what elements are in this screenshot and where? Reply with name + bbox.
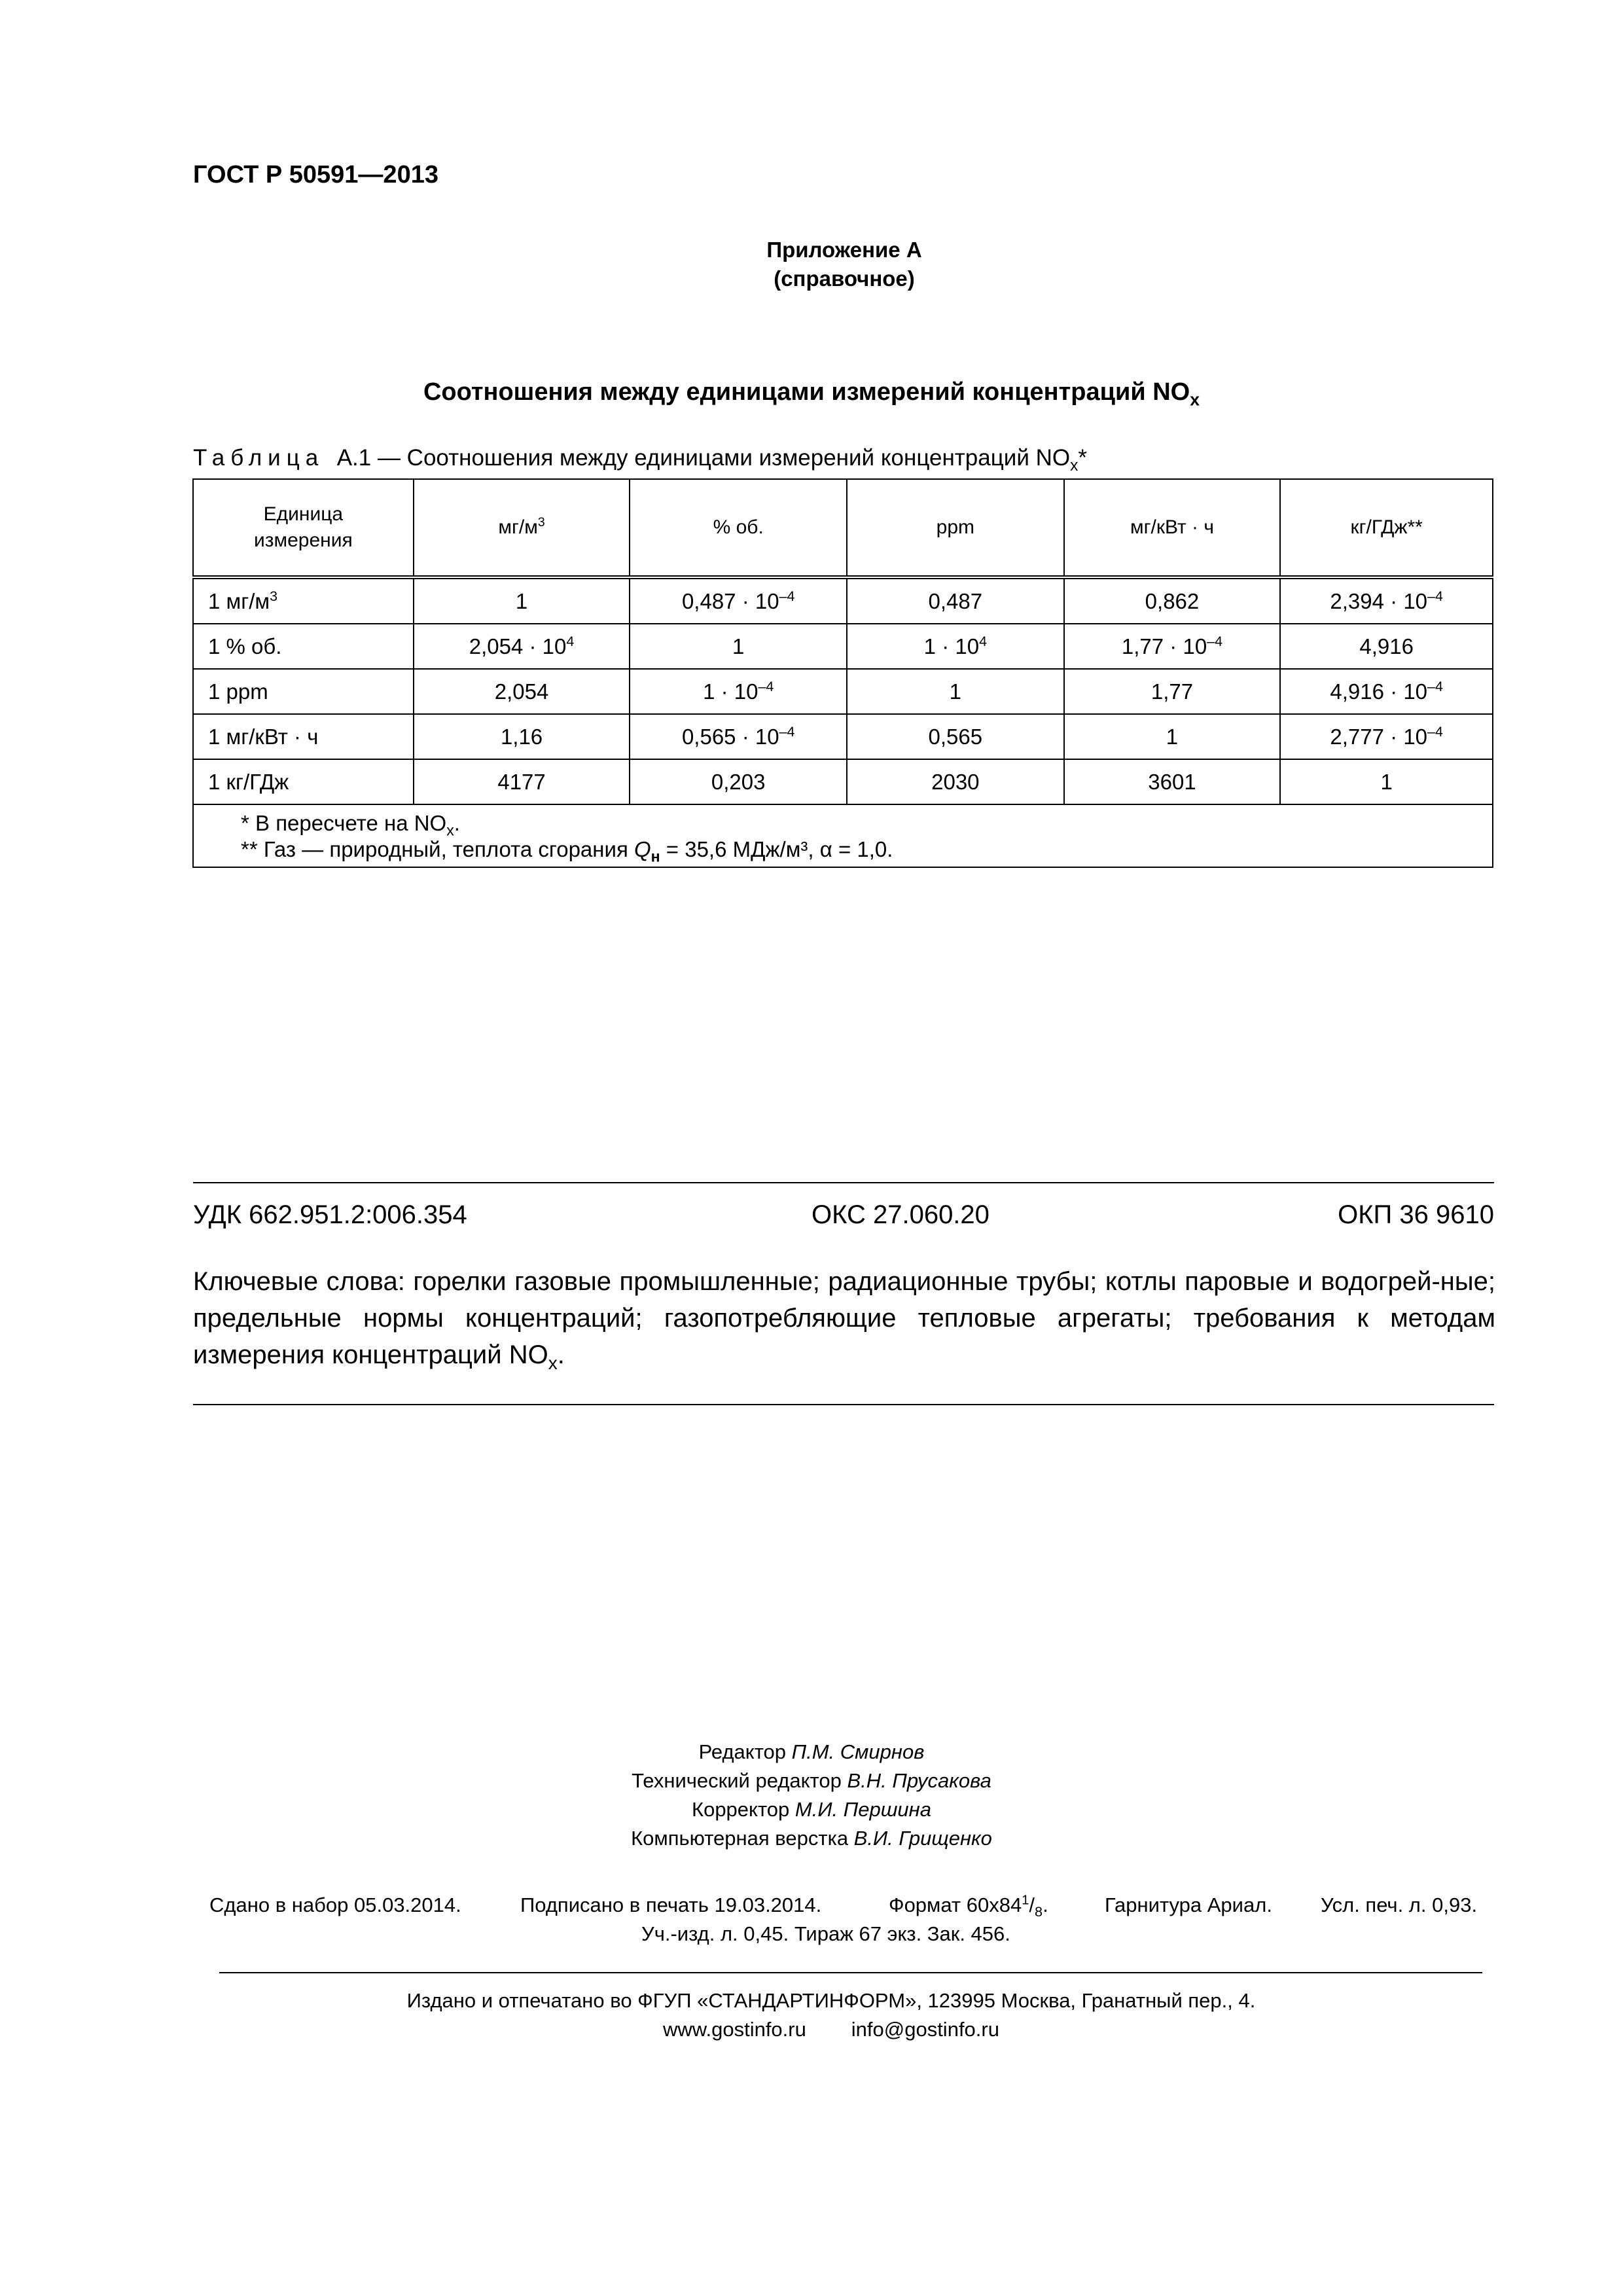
header-kg-gj: кг/ГДж**: [1280, 479, 1493, 577]
oks-code: ОКС 27.060.20: [812, 1200, 990, 1229]
okp-code: ОКП 36 9610: [1338, 1200, 1494, 1229]
cell: 1,16: [414, 714, 630, 759]
cell: $4,916 \cdot 10^{-4}$: [1280, 669, 1493, 714]
table-caption: [193, 445, 1087, 475]
section-title-subscript: x: [1190, 389, 1200, 410]
header-mg-m3-sup: 3: [537, 515, 545, 529]
row-unit: 1 кг/ГДж: [193, 759, 414, 804]
cell: $1 \cdot 10^{-4}$: [630, 669, 847, 714]
cell: 1,77: [1064, 669, 1281, 714]
divider-top: [193, 1182, 1494, 1183]
footnote-1: * В пересчете на $NO_x$.: [241, 811, 460, 839]
publisher-contacts: [249, 2015, 1414, 2044]
cell: $2,054 \cdot 10^4$: [414, 624, 630, 669]
table-caption-text: А.1 — Соотношения между единицами измерений концентраций NO: [336, 445, 1071, 471]
header-mg-m3: [414, 479, 630, 577]
header-pct: % об.: [630, 479, 847, 577]
keywords-subscript: x: [548, 1353, 558, 1373]
keywords-paragraph: [193, 1263, 1495, 1373]
header-unit-line2: измерения: [253, 529, 353, 551]
cell: 1: [847, 669, 1064, 714]
header-ppm: ppm: [847, 479, 1064, 577]
cell: 0,565: [847, 714, 1064, 759]
row-unit: 1 ppm: [193, 669, 414, 714]
table-row: [193, 714, 1493, 759]
imprint-line2: Уч.-изд. л. 0,45. Тираж 67 экз. Зак. 456.: [641, 1922, 1010, 1945]
section-title-text: Соотношения между единицами измерений концентраций NO: [423, 378, 1190, 406]
cell: $2,394 \cdot 10^{-4}$: [1280, 577, 1493, 624]
footnote-2: ** Газ — природный, теплота сгорания $Q_н = 35,6$ МДж/м³, α = 1,0.: [241, 837, 893, 865]
table-caption-subscript: x: [1070, 457, 1079, 475]
cell: $0,565 \cdot 10^{-4}$: [630, 714, 847, 759]
row-unit: 1 $мг/м^3$: [193, 577, 414, 624]
conversion-table: [192, 478, 1493, 868]
divider-bottom: [193, 1404, 1494, 1405]
cell: $1 \cdot 10^4$: [847, 624, 1064, 669]
imprint-format: Формат $60x84^1/_8$.: [889, 1893, 1048, 1920]
table-row: [193, 759, 1493, 804]
cell: 1: [1280, 759, 1493, 804]
table-body: [193, 577, 1493, 867]
row-unit: 1 мг/кВт · ч: [193, 714, 414, 759]
header-mg-kwh: мг/кВт · ч: [1064, 479, 1281, 577]
keywords-end: .: [557, 1340, 565, 1369]
publisher-block: [249, 1986, 1414, 2044]
appendix-heading: [707, 236, 982, 293]
table-row: [193, 624, 1493, 669]
appendix-title: Приложение А: [766, 238, 922, 262]
publisher-line: Издано и отпечатано во ФГУП «СТАНДАРТИНФОРМ», 123995 Москва, Гранатный пер., 4.: [406, 1989, 1256, 2012]
imprint-typeface: Гарнитура Ариал.: [1105, 1893, 1272, 1916]
table-header-row: [193, 479, 1493, 577]
row-unit: 1 % об.: [193, 624, 414, 669]
credits-block: [484, 1738, 1139, 1853]
imprint-submitted: Сдано в набор 05.03.2014.: [209, 1893, 461, 1916]
header-unit: [193, 479, 414, 577]
divider-imprint: [219, 1972, 1482, 1973]
cell: 1: [1064, 714, 1281, 759]
table-notes-row: [193, 804, 1493, 867]
cell: 3601: [1064, 759, 1281, 804]
table-row: [193, 577, 1493, 624]
table-caption-label: Таблица: [193, 445, 325, 471]
cell: 4,916: [1280, 624, 1493, 669]
appendix-subtitle: (справочное): [774, 266, 915, 291]
header-unit-line1: Единица: [263, 503, 344, 525]
table-notes: [193, 804, 1493, 867]
imprint-signed: Подписано в печать 19.03.2014.: [520, 1893, 822, 1916]
udk-code: УДК 662.951.2:006.354: [193, 1200, 467, 1229]
header-mg-m3-text: мг/м: [498, 516, 538, 538]
imprint-print-sheets: Усл. печ. л. 0,93.: [1321, 1893, 1478, 1916]
cell: 1: [414, 577, 630, 624]
credit-corrector: Корректор М.И. Першина: [692, 1798, 931, 1821]
table-caption-mark: *: [1078, 445, 1087, 471]
cell: $2,777 \cdot 10^{-4}$: [1280, 714, 1493, 759]
cell: 0,487: [847, 577, 1064, 624]
cell: 2030: [847, 759, 1064, 804]
credit-layout: Компьютерная верстка В.И. Грищенко: [631, 1827, 992, 1850]
publisher-website-link[interactable]: www.gostinfo.ru: [663, 2018, 806, 2041]
cell: 4177: [414, 759, 630, 804]
credit-tech-editor: Технический редактор В.Н. Прусакова: [632, 1769, 991, 1792]
cell: 2,054: [414, 669, 630, 714]
cell: 0,203: [630, 759, 847, 804]
keywords-text: Ключевые слова: горелки газовые промышленные; радиационные трубы; котлы паровые и водогрей-ные; предельные нормы концентраций; газопотребляющие тепловые агрегаты; требования к методам измерения концентраций NO: [193, 1267, 1495, 1369]
document-code: ГОСТ Р 50591—2013: [193, 161, 438, 188]
cell: 1: [630, 624, 847, 669]
table-row: [193, 669, 1493, 714]
cell: 0,862: [1064, 577, 1281, 624]
cell: $0,487 \cdot 10^{-4}$: [630, 577, 847, 624]
section-title: [196, 378, 1427, 410]
publisher-email-link[interactable]: info@gostinfo.ru: [851, 2018, 999, 2041]
cell: $1,77 \cdot 10^{-4}$: [1064, 624, 1281, 669]
credit-editor: Редактор П.М. Смирнов: [698, 1740, 925, 1763]
